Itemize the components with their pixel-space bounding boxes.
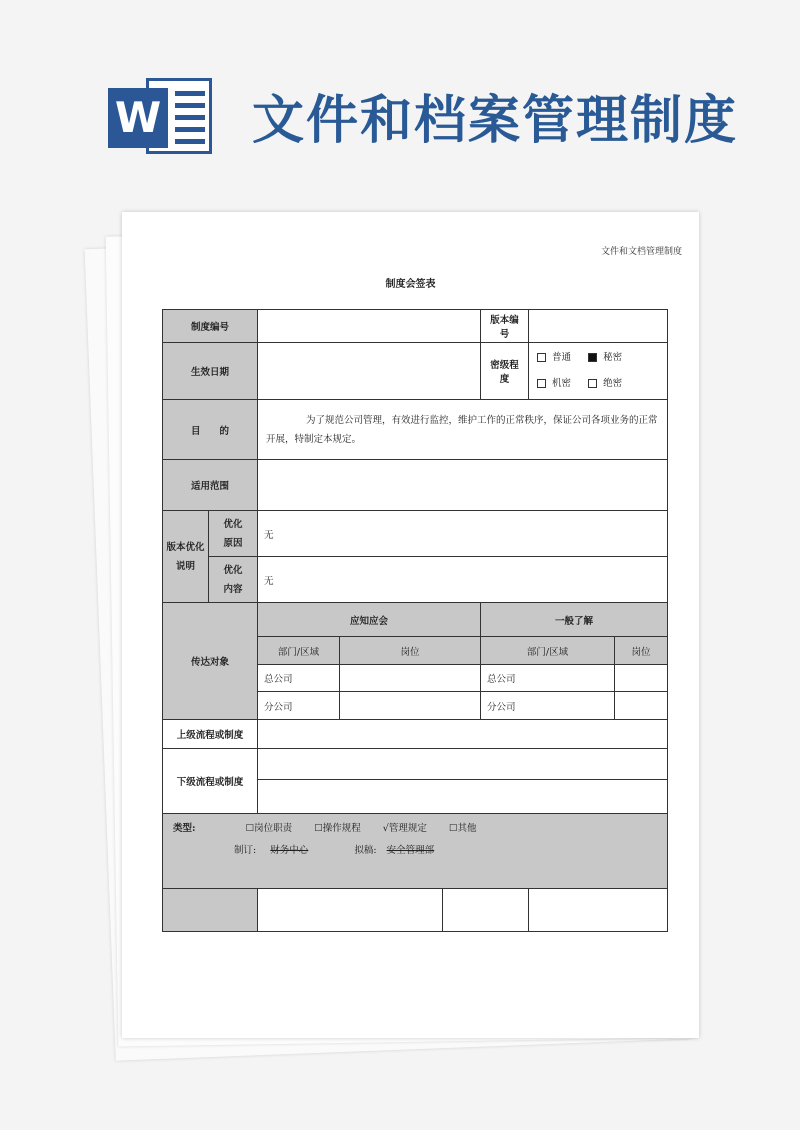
security-option-confidential[interactable]: 机密 xyxy=(537,371,571,397)
signature-cell[interactable] xyxy=(258,889,443,932)
running-header: 文件和文档管理制度 xyxy=(600,247,682,257)
signature-label-cell xyxy=(163,889,258,932)
drafter-value: 安全管理部 xyxy=(386,845,435,856)
effective-date-label: 生效日期 xyxy=(163,343,258,400)
version-no-value[interactable] xyxy=(529,310,668,343)
document-page xyxy=(122,212,699,1038)
scope-label: 适用范围 xyxy=(163,460,258,511)
security-option-top-secret[interactable]: 绝密 xyxy=(588,371,622,397)
upper-process-value[interactable] xyxy=(258,720,668,749)
form-title: 制度会签表 xyxy=(385,279,436,290)
head-office-cell: 总公司 xyxy=(258,665,340,692)
post-column-header: 岗位 xyxy=(340,637,481,665)
type-option-procedure[interactable]: ☐操作规程 xyxy=(314,823,361,834)
scope-value[interactable] xyxy=(258,460,668,511)
purpose-label: 目 的 xyxy=(163,400,258,460)
table-cell[interactable] xyxy=(615,692,668,720)
checkbox-icon xyxy=(537,379,546,388)
dept-column-header: 部门/区域 xyxy=(258,637,340,665)
lower-process-label: 下级流程或制度 xyxy=(163,749,258,814)
table-cell[interactable] xyxy=(615,665,668,692)
signature-cell[interactable] xyxy=(529,889,668,932)
banner-title: 文件和档案管理制度 xyxy=(252,91,739,151)
policy-no-value[interactable] xyxy=(258,310,481,343)
signoff-form-table xyxy=(162,309,668,932)
issuer-value: 财务中心 xyxy=(270,845,309,856)
opt-content-label: 优化内容 xyxy=(209,557,258,603)
signature-cell[interactable] xyxy=(443,889,529,932)
word-logo-icon xyxy=(108,74,214,158)
lower-process-value[interactable] xyxy=(258,749,668,780)
policy-no-label: 制度编号 xyxy=(163,310,258,343)
post-column-header: 岗位 xyxy=(615,637,668,665)
dept-column-header: 部门/区域 xyxy=(481,637,615,665)
lower-process-value-2[interactable] xyxy=(258,780,668,814)
effective-date-value[interactable] xyxy=(258,343,481,400)
type-option-post-duty[interactable]: ☐岗位职责 xyxy=(245,823,293,834)
type-option-other[interactable]: ☐其他 xyxy=(448,823,477,834)
general-header: 一般了解 xyxy=(481,603,668,637)
security-option-normal[interactable]: 普通 xyxy=(537,345,571,371)
checkmark-icon: √ xyxy=(382,823,389,834)
distribution-label: 传达对象 xyxy=(163,603,258,720)
security-option-secret[interactable]: 秘密 xyxy=(588,345,622,371)
must-know-header: 应知应会 xyxy=(258,603,481,637)
table-cell[interactable] xyxy=(340,692,481,720)
security-level-options xyxy=(529,343,668,400)
version-no-label: 版本编号 xyxy=(481,310,529,343)
type-option-regulation[interactable]: √管理规定 xyxy=(382,823,427,834)
word-logo-letter: W xyxy=(108,88,168,148)
upper-process-label: 上级流程或制度 xyxy=(163,720,258,749)
type-label: 类型: xyxy=(173,823,196,834)
security-level-label: 密级程度 xyxy=(481,343,529,400)
opt-content-value[interactable]: 无 xyxy=(258,557,668,603)
checkbox-icon xyxy=(537,353,546,362)
checkbox-icon xyxy=(588,379,597,388)
opt-reason-label: 优化原因 xyxy=(209,511,258,557)
branch-office-cell: 分公司 xyxy=(481,692,615,720)
banner xyxy=(0,0,800,200)
branch-office-cell: 分公司 xyxy=(258,692,340,720)
checkbox-checked-icon xyxy=(588,353,597,362)
purpose-text[interactable]: 为了规范公司管理，有效进行监控，维护工作的正常秩序，保证公司各项业务的正常开展，特制定本规定。 xyxy=(258,400,668,460)
drafter-label: 拟稿: xyxy=(354,845,377,856)
opt-reason-value[interactable]: 无 xyxy=(258,511,668,557)
document-type-row xyxy=(163,814,668,889)
head-office-cell: 总公司 xyxy=(481,665,615,692)
issuer-label: 制订: xyxy=(234,845,257,856)
version-notes-label: 版本优化说明 xyxy=(163,511,209,603)
table-cell[interactable] xyxy=(340,665,481,692)
